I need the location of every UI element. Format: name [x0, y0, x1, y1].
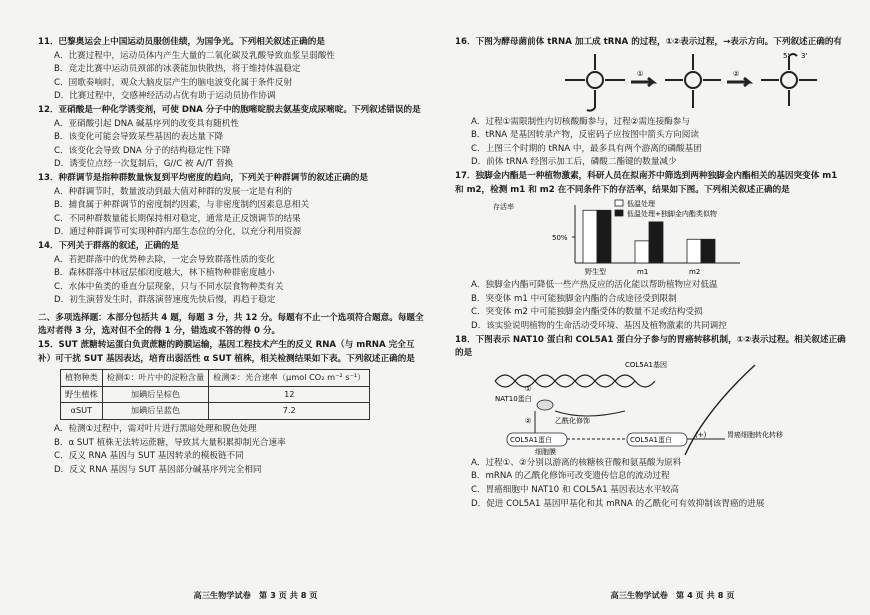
- bars-group: [583, 210, 715, 263]
- five-prime-label: 5': [783, 51, 790, 60]
- option-d: D．反义 RNA 基因与 SUT 基因部分碱基序列完全相同: [54, 464, 262, 475]
- question-stem: 11．巴黎奥运会上中国运动员服创佳绩，为国争光。下列相关叙述正确的是: [38, 37, 325, 47]
- legend-swatch-low-temp: [615, 200, 623, 206]
- step-1-label: ①: [637, 69, 644, 78]
- protein-label: COL5A1蛋白: [630, 435, 672, 444]
- question-stem: 18．下图表示 NAT10 蛋白和 COL5A1 蛋白分子参与的胃癌转移机制，①②表示过程。相关叙述正确的是: [455, 334, 846, 359]
- mature-trna-shape: [761, 51, 817, 106]
- question-stem: 17．独脚金内酯是一种植物激素，科研人员在拟南芥中筛选到两种独脚金内酯相关的基因突变体 m1 和 m2，检测 m1 和 m2 在不同条件下的存活率，结果如下图。下列相关叙述正确的是: [455, 170, 838, 195]
- question-11: [38, 36, 425, 104]
- membrane-label: 细胞膜: [535, 447, 556, 456]
- arrow-icon: [727, 78, 749, 86]
- x-tick-label: m2: [689, 268, 701, 277]
- option-b: B．捕食属于种群调节的密度制约因素，与非密度制约因素息息相关: [54, 200, 310, 211]
- table-header: 植物种类: [61, 370, 103, 387]
- table-cell: 加碘后呈棕色: [102, 386, 208, 403]
- question-14: [38, 240, 425, 308]
- question-15: [38, 339, 425, 477]
- question-stem: 13．种群调节是指种群数量恢复到平均密度的趋向，下列关于种群调节的叙述正确的是: [38, 172, 368, 183]
- table-row: [61, 386, 370, 403]
- question-13: [38, 172, 425, 240]
- option-b: B．森林群落中林冠层郁闭度越大，林下植物种群密度越小: [54, 268, 275, 279]
- option-a: A．亚硝酸引起 DNA 碱基序列的改变具有随机性: [54, 118, 239, 129]
- option-a: A．独脚金内酯可降低一些产热反应的活化能以帮助植物应对低温: [471, 280, 718, 291]
- legend-label: 低温处理: [627, 200, 655, 209]
- option-c: C．不同种群数量能长期保持相对稳定，通常是正反馈调节的结果: [54, 213, 301, 224]
- bar-m1-series-1: [649, 222, 663, 263]
- mrna-strand: [555, 411, 625, 416]
- option-c: C．胃癌细胞中 NAT10 和 COL5A1 基因表达水平较高: [471, 484, 680, 495]
- plus-label: (+): [695, 430, 707, 439]
- nuclear-membrane: [685, 365, 755, 455]
- option-b: B．突变体 m1 中可能独脚金内酯的合成途径受到限制: [471, 293, 677, 304]
- option-a: A．比赛过程中，运动员体内产生大量的二氧化碳及乳酸导致血浆呈弱酸性: [54, 50, 335, 61]
- nat10-protein-icon: [537, 400, 553, 410]
- table-cell: 12: [209, 386, 370, 403]
- bar-野生型-series-0: [583, 210, 597, 263]
- option-b: B．mRNA 的乙酰化修饰可改变遗传信息的流动过程: [471, 471, 670, 482]
- option-c: C．水体中鱼类的垂直分层现象，只与不同水层食物种类有关: [54, 281, 284, 292]
- table-header-row: [61, 370, 370, 387]
- option-d: D．初生演替发生时，群落演替速度先快后慢，再趋于稳定: [54, 295, 276, 306]
- table-cell: 加碘后呈蓝色: [102, 403, 208, 420]
- acetylation-label: 乙酰化修饰: [555, 416, 590, 425]
- x-tick-label: m1: [637, 268, 649, 277]
- option-b: B．该变化可能会导致某些基因的表达量下降: [54, 132, 224, 143]
- question-16: [455, 36, 848, 170]
- option-d: D．通过种群调节可实现种群内部生态位的分化，以充分利用资源: [54, 227, 302, 238]
- arrow-icon: [631, 78, 653, 86]
- option-c: C．反义 RNA 基因与 SUT 基因转录的模板链不同: [54, 451, 244, 462]
- table-cell: αSUT: [61, 403, 103, 420]
- protein-label: COL5A1蛋白: [510, 435, 552, 444]
- intermediate-trna-shape: [665, 54, 721, 108]
- option-d: D．该实验说明植物的生命活动受环境、基因及植物激素的共同调控: [471, 320, 727, 331]
- question-18: [455, 334, 848, 512]
- x-tick-label: 野生型: [585, 268, 606, 277]
- question-17: [455, 170, 848, 334]
- option-b: B．α SUT 植株无法转运蔗糖，导致其大量积累抑制光合速率: [54, 437, 286, 448]
- nat10-label: NAT10蛋白: [495, 394, 532, 403]
- bar-m2-series-0: [687, 239, 701, 263]
- table-cell: 野生植株: [61, 386, 103, 403]
- option-b: B．tRNA 是基因转录产物，反密码子应按图中箭头方向阅读: [471, 130, 699, 141]
- table-header: 检测②：光合速率（μmol CO₂ m⁻² s⁻¹）: [209, 370, 370, 387]
- y-tick-label: 50%: [552, 234, 568, 243]
- legend-swatch-low-temp-analog: [615, 210, 623, 216]
- y-axis-label: 存活率: [493, 203, 514, 212]
- page-footer: 高三生物学试卷 第 3 页 共 8 页: [193, 590, 318, 600]
- question-stem: 14．下列关于群落的叙述，正确的是: [38, 240, 179, 251]
- step-2-label: ②: [733, 69, 740, 78]
- option-a: A．检测①过程中，需对叶片进行黑暗处理和脱色处理: [54, 424, 257, 435]
- table-row: [61, 403, 370, 420]
- question-stem: 12．亚硝酸是一种化学诱变剂，可使 DNA 分子中的胞嘧啶脱去氨基变成尿嘧啶。下列叙述错误的是: [38, 104, 421, 115]
- bar-m2-series-1: [701, 239, 715, 263]
- option-c: C．上图三个时期的 tRNA 中，最多具有两个游离的磷酸基团: [471, 143, 702, 154]
- bar-野生型-series-1: [597, 210, 611, 263]
- dna-strand: [495, 375, 635, 387]
- option-c: C．突变体 m2 中可能独脚金内酯受体的数量不足或结构受损: [471, 307, 703, 318]
- survival-bar-chart: [455, 197, 848, 279]
- transfer-label: 胃癌细胞转化转移: [727, 430, 783, 439]
- right-page: [435, 0, 870, 615]
- question-stem: 16．下图为酵母菌前体 tRNA 加工成 tRNA 的过程，①②表示过程，→表示方向。下列叙述正确的有: [455, 37, 843, 47]
- process-2-label: ②: [525, 416, 532, 425]
- x-labels-group: [585, 267, 700, 276]
- option-c: C．国歌奏响时，观众大脑皮层产生的脑电波变化属于条件反射: [54, 77, 293, 88]
- question-12: [38, 104, 425, 172]
- question-stem: 15．SUT 蔗糖转运蛋白负责蔗糖的跨膜运输，基因工程技术产生的反义 RNA（与 mRNA 完全互补）可干扰 SUT 基因表达，培育出弱活性 α SUT 植株，相关检测结果如下表。下列叙述正确的是: [38, 340, 415, 364]
- option-a: A．过程①需限制性内切核酸酶参与，过程②需连接酶参与: [471, 116, 690, 127]
- table-cell: 7.2: [209, 403, 370, 420]
- results-table: [60, 369, 370, 420]
- option-a: A．过程①、②分别以游离的核糖核苷酸和氨基酸为原料: [471, 457, 682, 468]
- trna-processing-diagram: [455, 50, 848, 116]
- bar-m1-series-0: [635, 241, 649, 263]
- option-c: C．该变化会导致 DNA 分子的结构稳定性下降: [54, 145, 231, 156]
- legend-label: 低温处理+独脚金内酯类似物: [627, 210, 717, 219]
- option-d: D．比赛过程中，交感神经活动占优有助于运动员协作协调: [54, 91, 276, 102]
- table-header: 检测①：叶片中的淀粉含量: [102, 370, 208, 387]
- page-footer: 高三生物学试卷 第 4 页 共 8 页: [610, 590, 735, 600]
- option-a: A．若把群落中的优势种去除，一定会导致群落性质的变化: [54, 254, 275, 265]
- section-heading: 二、多项选择题：本部分包括共 4 题，每题 3 分，共 12 分。每题有不止一个选项符合题意。每题全选对者得 3 分，选对但不全的得 1 分，错选或不答的得 0 分。: [38, 312, 424, 337]
- three-prime-label: 3': [801, 51, 808, 60]
- pre-trna-shape: [565, 54, 625, 111]
- option-b: B．竞走比赛中运动员颈部的冰袭能加快散热，将于维持体温稳定: [54, 64, 301, 75]
- option-a: A．种群调节时，数量波动到最大值对种群的发展一定是有利的: [54, 186, 292, 197]
- gene-label: COL5A1基因: [625, 360, 667, 369]
- option-d: D．诱变位点经一次复制后，G//C 被 A//T 替换: [54, 159, 234, 170]
- process-1-label: ①: [525, 384, 532, 393]
- option-d: D．前体 tRNA 经图示加工后，磷酸二酯键的数量减少: [471, 157, 677, 168]
- option-d: D．促进 COL5A1 基因甲基化和其 mRNA 的乙酰化可有效抑制该胃癌的进展: [471, 498, 765, 509]
- nat10-mechanism-diagram: [455, 361, 848, 457]
